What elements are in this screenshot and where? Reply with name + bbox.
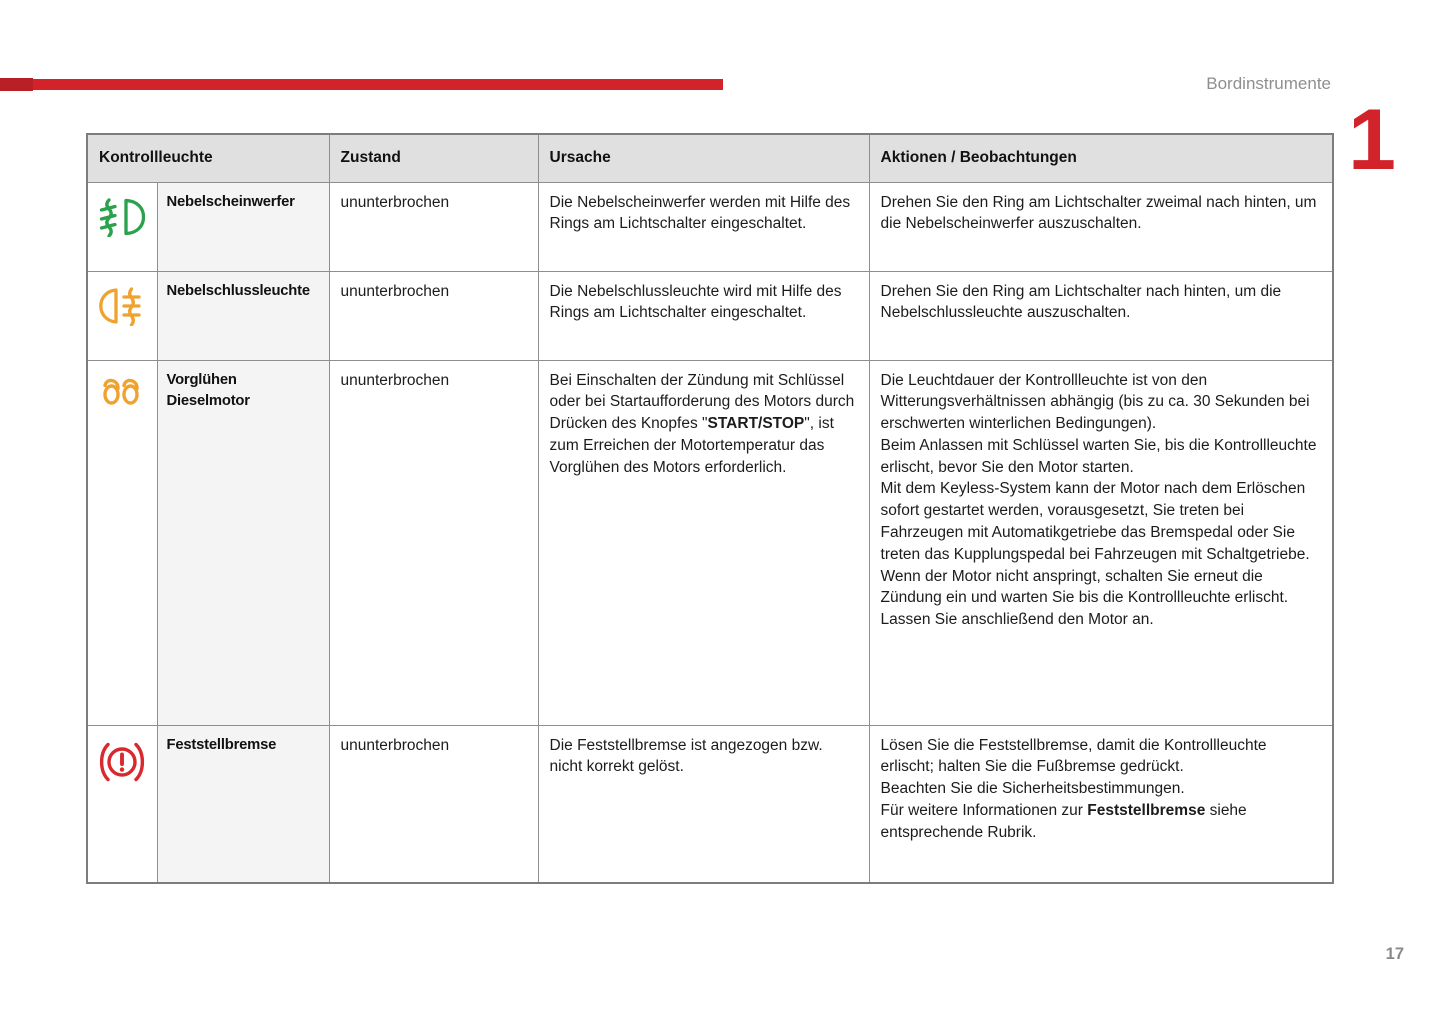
warning-light-label: Vorglühen Dieselmotor	[157, 360, 329, 725]
state-cell: ununterbrochen	[329, 360, 538, 725]
cause-cell: Die Nebelscheinwerfer werden mit Hilfe des Rings am Lichtschalter eingeschaltet.	[538, 182, 869, 271]
state-cell: ununterbrochen	[329, 271, 538, 360]
warning-light-cell	[87, 725, 157, 883]
column-header-zustand: Zustand	[329, 134, 538, 182]
chapter-accent-bar	[0, 79, 723, 90]
parking-brake-icon	[96, 740, 148, 784]
cause-cell: Die Feststellbremse ist angezogen bzw. nicht korrekt gelöst.	[538, 725, 869, 883]
chapter-number: 1	[1348, 92, 1396, 188]
actions-cell: Drehen Sie den Ring am Lichtschalter zweimal nach hinten, um die Nebelscheinwerfer auszuschalten.	[869, 182, 1333, 271]
warning-light-cell	[87, 182, 157, 271]
actions-cell: Drehen Sie den Ring am Lichtschalter nach hinten, um die Nebelschlussleuchte auszuschalten.	[869, 271, 1333, 360]
state-cell: ununterbrochen	[329, 725, 538, 883]
table-row	[87, 725, 1333, 883]
warning-light-cell	[87, 271, 157, 360]
warning-light-cell	[87, 360, 157, 725]
actions-cell: Lösen Sie die Feststellbremse, damit die Kontrollleuchte erlischt; halten Sie die Fußbremse gedrückt. Beachten Sie die Sicherheitsbestimmungen. Für weitere Informationen zur Feststellbremse siehe entsprechende Rubrik.	[869, 725, 1333, 883]
warning-light-label: Nebelscheinwerfer	[157, 182, 329, 271]
warning-light-label: Nebelschlussleuchte	[157, 271, 329, 360]
actions-cell: Die Leuchtdauer der Kontrollleuchte ist von den Witterungsverhältnissen abhängig (bis zu ca. 30 Sekunden bei erschwerten winterlichen Bedingungen). Beim Anlassen mit Schlüssel warten Sie, bis die Kontrollleuchte erlischt, bevor Sie den Motor starten. Mit dem Keyless-System kann der Motor nach dem Erlöschen sofort gestartet werden, vorausgesetzt, Sie treten bei Fahrzeugen mit Automatikgetriebe das Bremspedal oder Sie treten das Kupplungspedal bei Fahrzeugen mit Schaltgetriebe. Wenn der Motor nicht anspringt, schalten Sie erneut die Zündung ein und warten Sie bis die Kontrollleuchte erlischt. Lassen Sie anschließend den Motor an.	[869, 360, 1333, 725]
column-header-ursache: Ursache	[538, 134, 869, 182]
cause-cell: Die Nebelschlussleuchte wird mit Hilfe des Rings am Lichtschalter eingeschaltet.	[538, 271, 869, 360]
page-number: 17	[1385, 945, 1404, 963]
table-row	[87, 271, 1333, 360]
column-header-kontrollleuchte: Kontrollleuchte	[87, 134, 329, 182]
table-row	[87, 182, 1333, 271]
chapter-accent-bar-cap	[0, 78, 33, 91]
state-cell: ununterbrochen	[329, 182, 538, 271]
column-header-aktionen: Aktionen / Beobachtungen	[869, 134, 1333, 182]
diesel-glow-plug-icon	[100, 375, 144, 405]
table-row	[87, 360, 1333, 725]
cause-cell: Bei Einschalten der Zündung mit Schlüssel oder bei Startaufforderung des Motors durch Drücken des Knopfes "START/STOP", ist zum Erreichen der Motortemperatur das Vorglühen des Motors erforderlich.	[538, 360, 869, 725]
rear-fog-light-icon	[99, 286, 145, 326]
table-header-row	[87, 134, 1333, 182]
front-fog-lights-icon	[99, 197, 145, 237]
warning-lights-table	[86, 133, 1334, 884]
running-header: Bordinstrumente	[1206, 74, 1331, 93]
warning-light-label: Feststellbremse	[157, 725, 329, 883]
